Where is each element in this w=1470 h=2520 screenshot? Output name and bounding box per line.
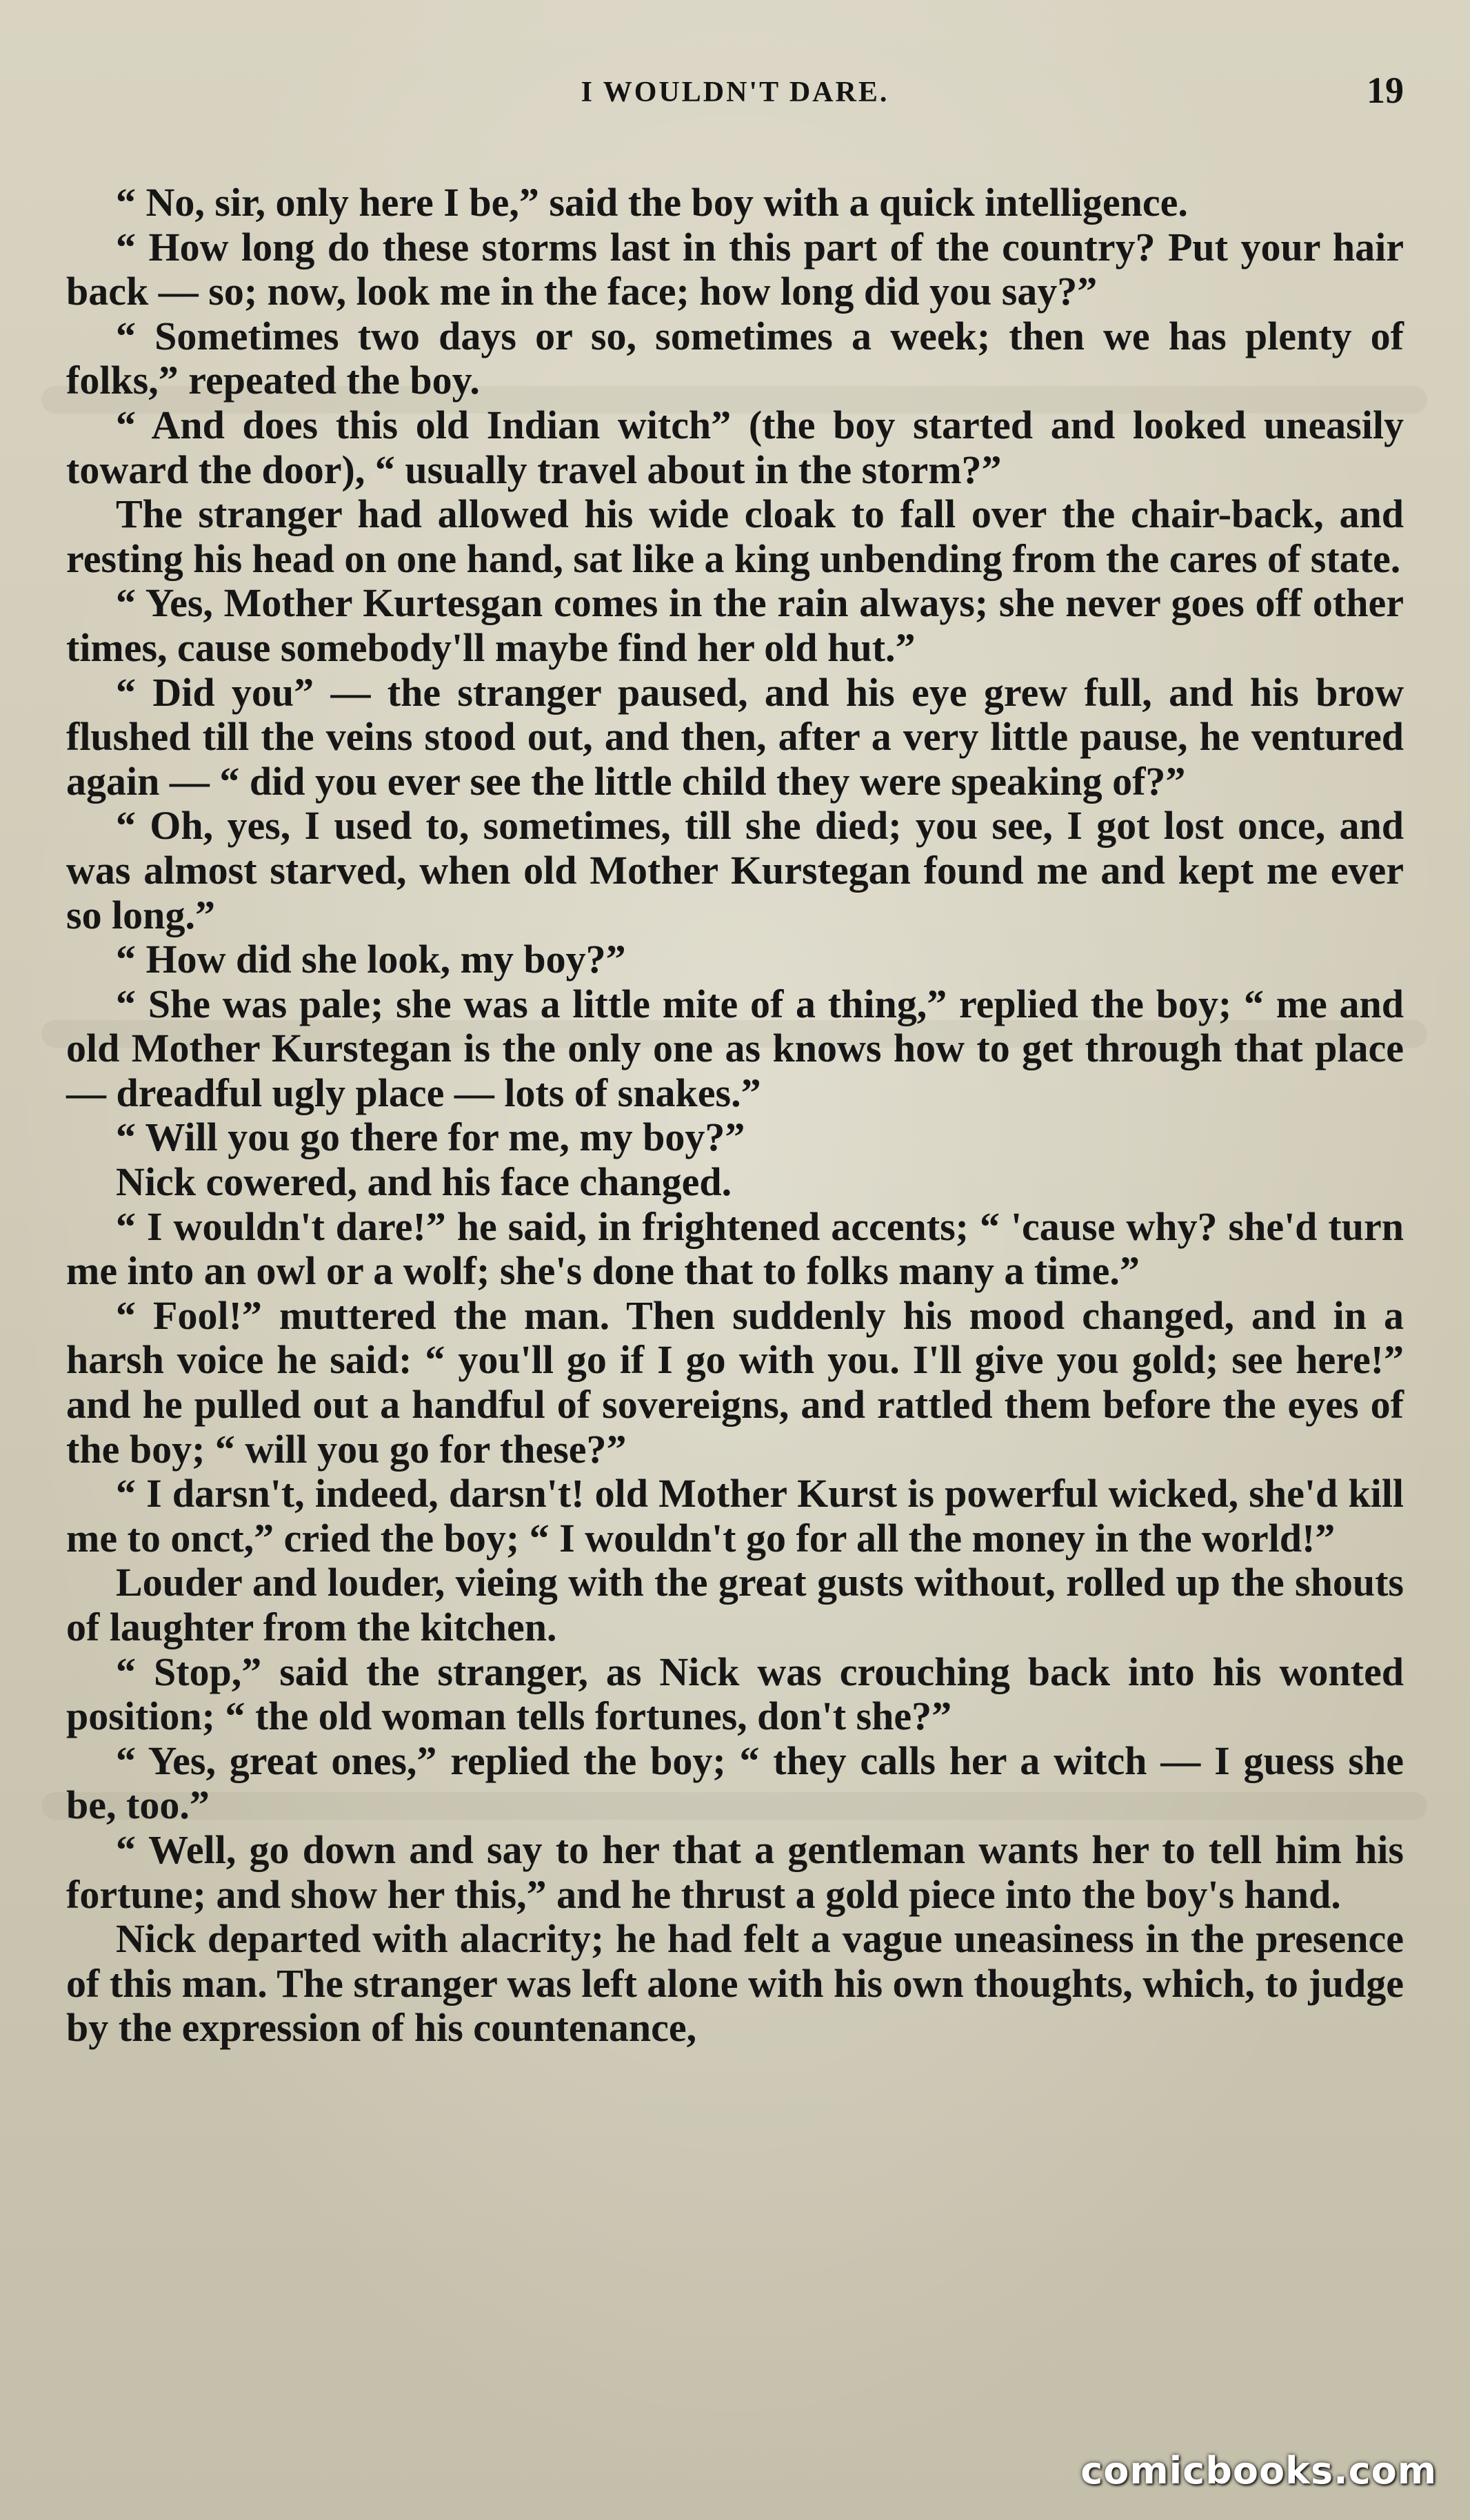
paragraph: Nick cowered, and his face changed. [116, 1159, 732, 1205]
paragraph: Louder and louder, vieing with the great gusts without, rolled up the shouts of laughter from the kitchen. [66, 1560, 1404, 1649]
page-header [66, 62, 1404, 124]
paragraph: “ Will you go there for me, my boy?” [116, 1115, 745, 1160]
paragraph: “ Sometimes two days or so, sometimes a week; then we has plenty of folks,” repeated the boy. [66, 313, 1404, 403]
paragraph: “ Yes, great ones,” replied the boy; “ they calls her a witch — I guess she be, too.” [66, 1738, 1404, 1828]
paragraph: “ Oh, yes, I used to, sometimes, till she died; you see, I got lost once, and was almost starved, when old Mother Kurstegan found me and kept me ever so long.” [66, 803, 1404, 937]
paragraph: “ Stop,” said the stranger, as Nick was crouching back into his wonted position; “ the old woman tells fortunes, don't she?” [66, 1649, 1404, 1739]
paragraph: “ And does this old Indian witch” (the boy started and looked uneasily toward the door), “ usually travel about in the storm?” [66, 402, 1404, 492]
paragraph: “ How did she look, my boy?” [116, 937, 626, 982]
paragraph: “ She was pale; she was a little mite of a thing,” replied the boy; “ me and old Mother Kurstegan is the only one as knows how to get through that place — dreadful ugly place — lots of snakes.” [66, 981, 1404, 1115]
paragraph: “ Well, go down and say to her that a gentleman wants her to tell him his fortune; and show her this,” and he thrust a gold piece into the boy's hand. [66, 1827, 1404, 1917]
running-head: I WOULDN'T DARE. [581, 77, 889, 108]
paragraph: “ Fool!” muttered the man. Then suddenly his mood changed, and in a harsh voice he said: “ you'll go if I go with you. I'll give you gold; see here!” and he pulled out a handful of sovereigns, and rattled them before the eyes of the boy; “ will you go for these?” [66, 1292, 1404, 1472]
site-watermark: comicbooks.com [1080, 2449, 1437, 2492]
paragraph: “ Did you” — the stranger paused, and his eye grew full, and his brow flushed till the veins stood out, and then, after a very little pause, he ventured again — “ did you ever see the little child they were speaking of?” [66, 669, 1404, 804]
paragraph: “ I wouldn't dare!” he said, in frightened accents; “ 'cause why? she'd turn me into an owl or a wolf; she's done that to folks many a time.” [66, 1203, 1404, 1294]
page-body-text [66, 181, 1404, 2051]
page-number: 19 [1367, 70, 1404, 111]
paragraph: “ I darsn't, indeed, darsn't! old Mother Kurst is powerful wicked, she'd kill me to onct,” cried the boy; “ I wouldn't go for all the money in the world!” [66, 1471, 1404, 1561]
paragraph: “ Yes, Mother Kurtesgan comes in the rain always; she never goes off other times, cause somebody'll maybe find her old hut.” [66, 580, 1404, 670]
paragraph: “ No, sir, only here I be,” said the boy with a quick intelligence. [116, 180, 1188, 225]
paragraph: Nick departed with alacrity; he had felt a vague uneasiness in the presence of this man. The stranger was left alone with his own thoughts, which, to judge by the expression of his countenance, [66, 1916, 1404, 2051]
paragraph: The stranger had allowed his wide cloak to fall over the chair-back, and resting his head on one hand, sat like a king unbending from the cares of state. [66, 491, 1404, 581]
paragraph: “ How long do these storms last in this part of the country? Put your hair back — so; now, look me in the face; how long did you say?” [66, 224, 1404, 314]
